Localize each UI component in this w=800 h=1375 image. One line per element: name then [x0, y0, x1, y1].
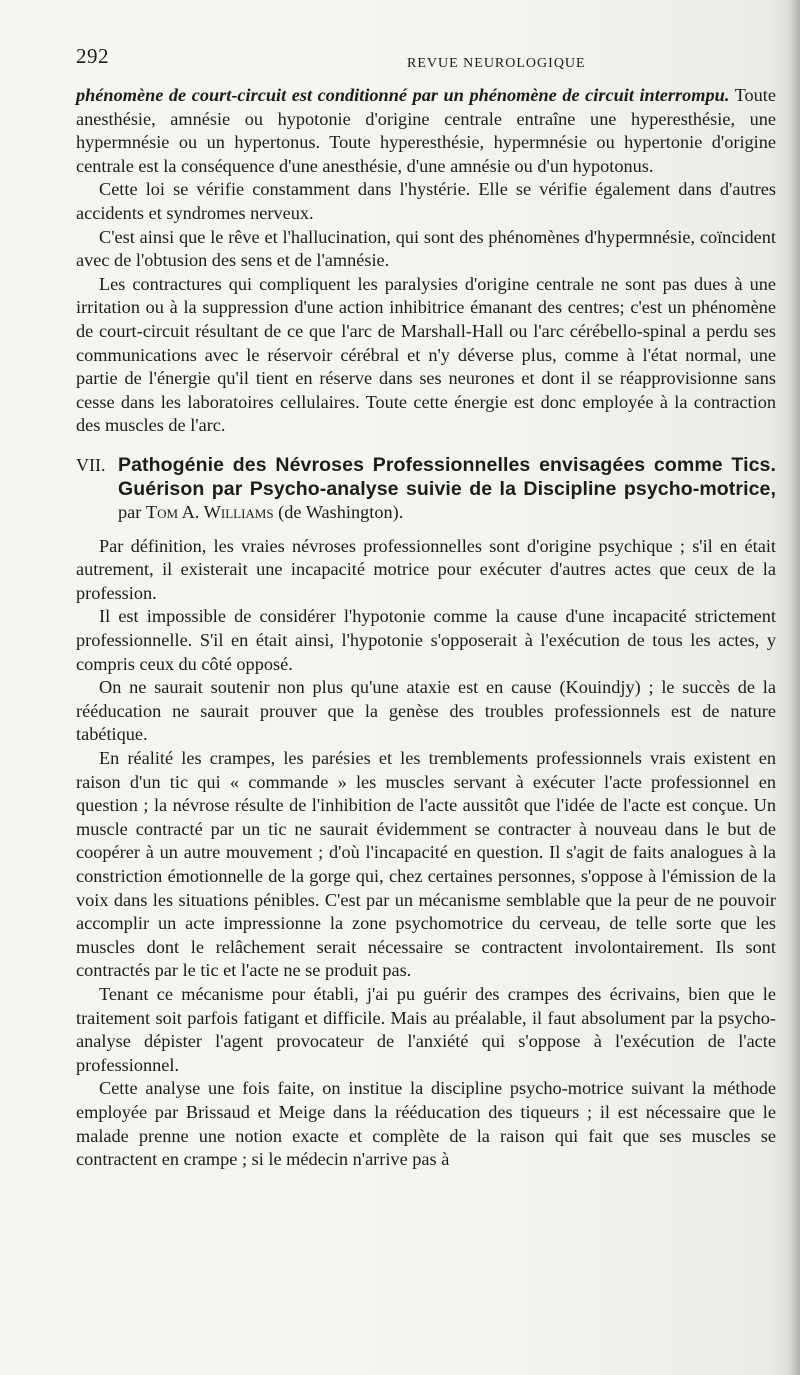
page-edge-shadow: [788, 0, 800, 1375]
article-body: [76, 84, 776, 1172]
paragraph: On ne saurait soutenir non plus qu'une ataxie est en cause (Kouindjy) ; le succès de la rééducation ne saurait prouver que la genèse des troubles professionnels est de nature tabétique.: [76, 677, 776, 745]
section-by: par: [118, 502, 142, 523]
section-number: VII.: [76, 454, 106, 475]
section-heading: [76, 454, 776, 525]
paragraph: Cette analyse une fois faite, on institue la discipline psycho-motrice suivant la méthode employée par Brissaud et Meige dans la rééducation des tiqueurs ; il est nécessaire que le malade prenne une notion exacte et complète de la raison qui fait que ses muscles se contractent en crampe ; si le médecin n'arrive pas à: [76, 1078, 776, 1170]
paragraph: C'est ainsi que le rêve et l'hallucination, qui sont des phénomènes d'hypermnésie, coïncident avec de l'obtusion des sens et de l'amnésie.: [76, 226, 776, 271]
page-header: [76, 44, 776, 74]
section-title: Pathogénie des Névroses Professionnelles envisagées comme Tics. Guérison par Psycho-analyse suivie de la Discipline psycho-motrice,: [118, 453, 776, 500]
paragraph: Tenant ce mécanisme pour établi, j'ai pu guérir des crampes des écrivains, bien que le traitement soit parfois fatigant et difficile. Mais au préalable, il faut absolument par la psycho-analyse dépister l'agent provocateur de l'anxiété qui s'oppose à l'exécution de l'acte professionnel.: [76, 983, 776, 1075]
paragraph: Cette loi se vérifie constamment dans l'hystérie. Elle se vérifie également dans d'autres accidents et syndromes nerveux.: [76, 179, 776, 223]
paragraph: [76, 84, 776, 178]
paragraph: Les contractures qui compliquent les paralysies d'origine centrale ne sont pas dues à une irritation ou à la suppression d'une action inhibitrice émanant des centres; c'est un phénomène de court-circuit résultant de ce que l'arc de Marshall-Hall ou l'arc cérébello-spinal a perdu ses communications avec le réservoir cérébral et n'y déverse plus, comme à l'état normal, une partie de l'énergie qu'il tient en réserve dans ses neurones et dont il se réapprovisionne sans cesse dans les laboratoires cellulaires. Toute cette énergie est donc employée à la contraction des muscles de l'arc.: [76, 273, 776, 436]
running-title: REVUE NEUROLOGIQUE: [407, 56, 586, 71]
section-author: Tom A. Williams: [145, 502, 274, 523]
paragraph: Il est impossible de considérer l'hypotonie comme la cause d'une incapacité strictement professionnelle. S'il en était ainsi, l'hypotonie s'opposerait à l'exécution de tous les actes, y compris ceux du côté opposé.: [76, 606, 776, 674]
page-number: 292: [76, 44, 109, 68]
paragraph: Par définition, les vraies névroses professionnelles sont d'origine psychique ; s'il en était autrement, il existerait une incapacité motrice pour exécuter d'autres actes que ceux de la profession.: [76, 535, 776, 603]
paragraph: En réalité les crampes, les parésies et les tremblements professionnels vrais existent en raison d'un tic qui « commande » les muscles servant à exécuter l'acte professionnel en question ; la névrose résulte de l'inhibition de l'acte aussitôt que l'idée de l'acte est conçue. Un muscle contracté par un tic ne saurait évidemment se contracter à nouveau dans le but de coopérer à un autre mouvement ; d'où l'incapacité en question. Il s'agit de faits analogues à la constriction émotionnelle de la gorge qui, chez certaines personnes, s'oppose à l'émission de la voix dans les situations pénibles. C'est par un mécanisme semblable que la peur de ne pouvoir accomplir un acte impressionne la zone psychomotrice du cerveau, de telle sorte que les muscles dont le relâchement serait nécessaire se contractent involontairement. Ils sont contractés par le tic et l'acte ne se produit pas.: [76, 748, 776, 981]
italic-lead-text: phénomène de court-circuit est conditionné par un phénomène de circuit interrompu.: [76, 85, 730, 105]
section-affiliation: (de Washington).: [278, 502, 404, 523]
paragraph-text: Toute anesthésie, amnésie ou hypotonie d'origine centrale entraîne une hyperesthésie, une hypermnésie ou un hypertonus. Toute hyperesthésie, hypermnésie ou hypertonie d'origine centrale est la conséquence d'une anesthésie, d'une amnésie ou d'un hypotonus.: [76, 85, 776, 176]
